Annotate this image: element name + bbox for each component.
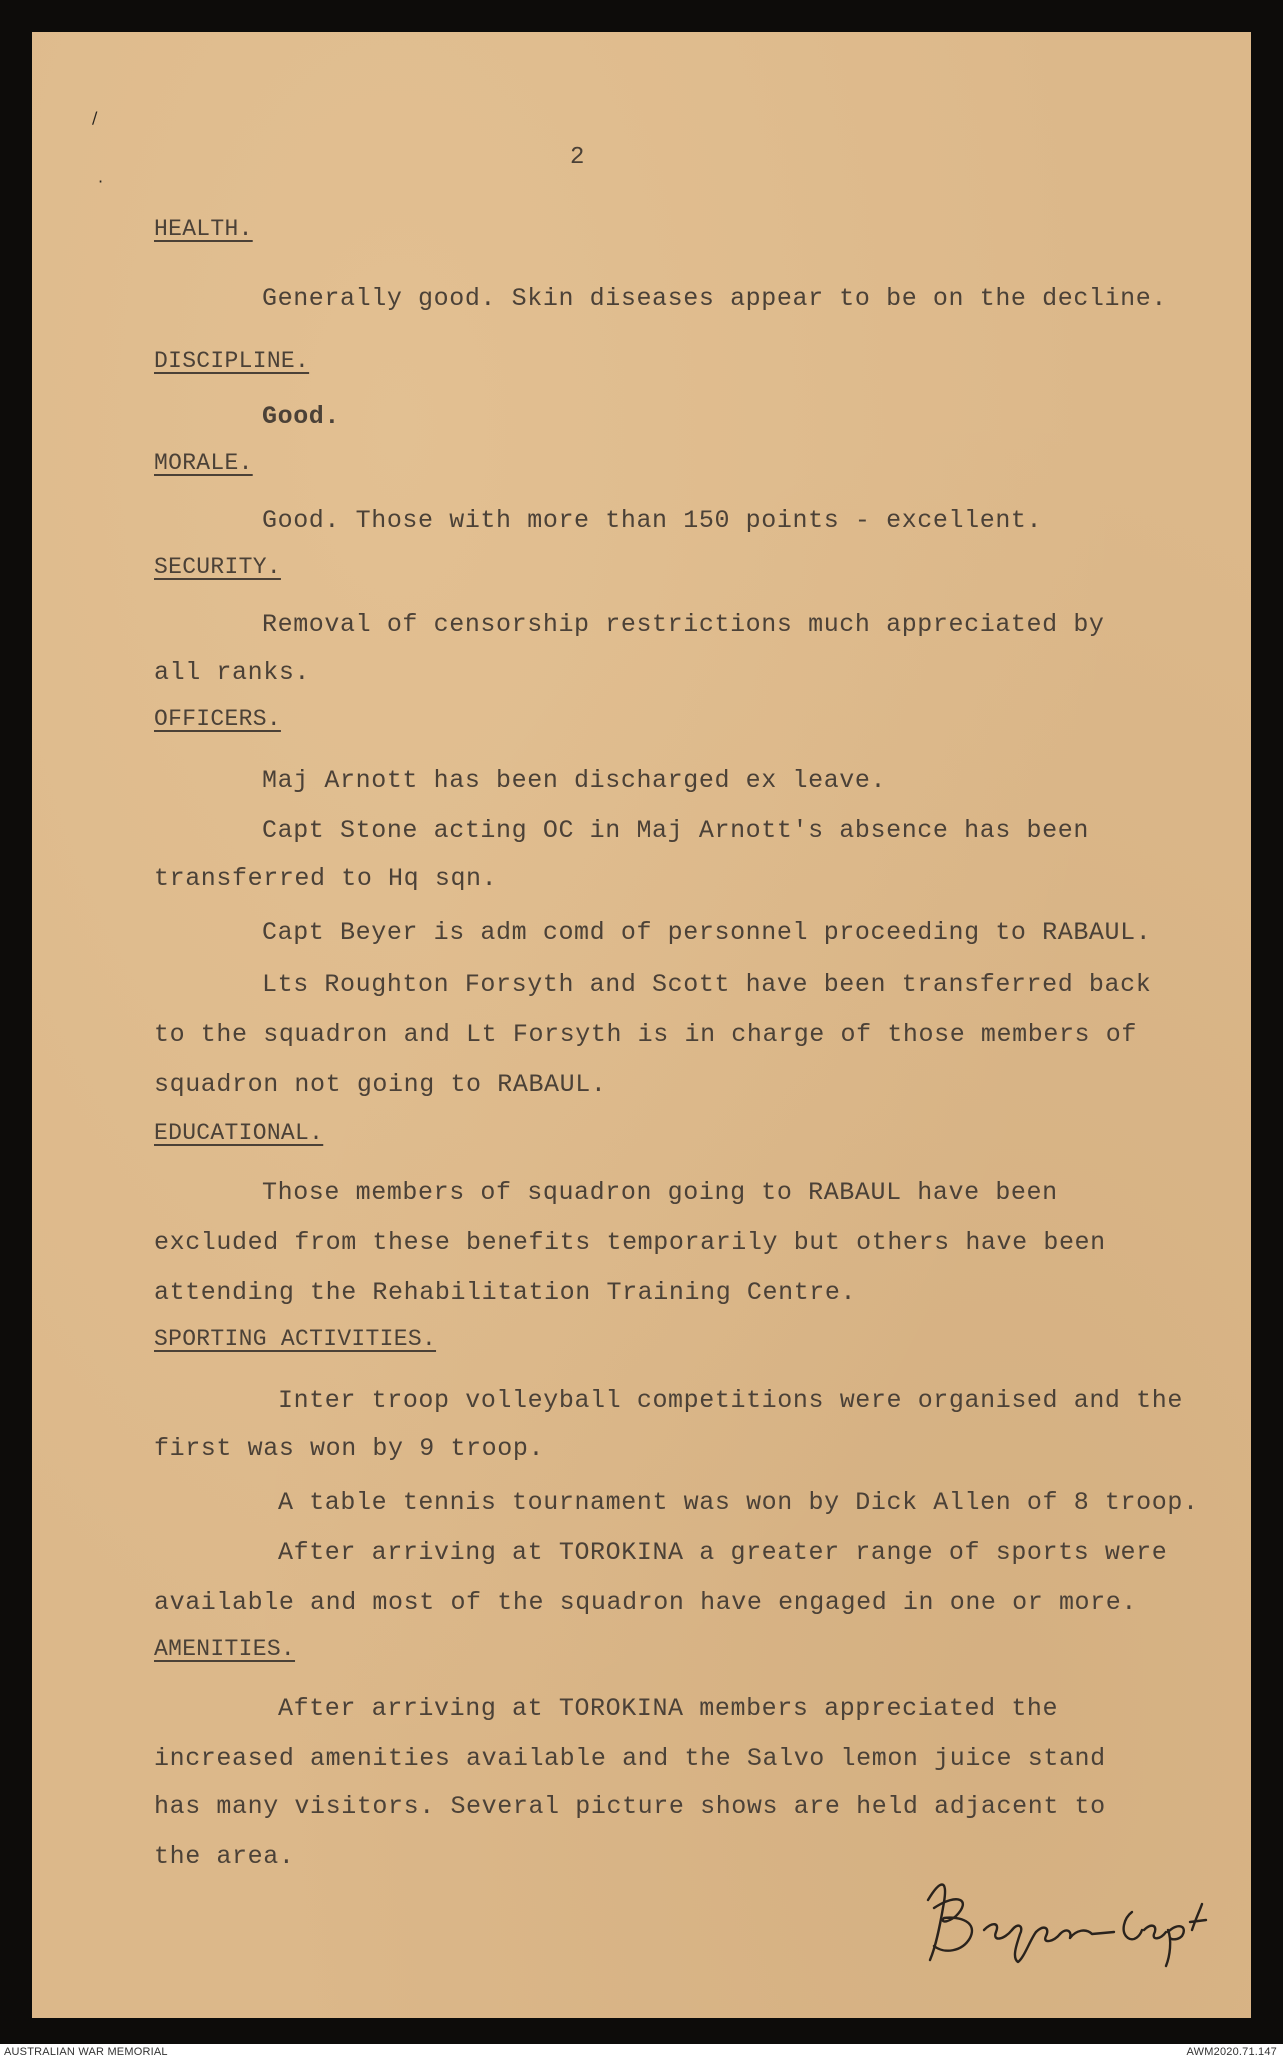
officers-line: Capt Beyer is adm comd of personnel proceeding to RABAUL. — [262, 918, 1152, 947]
page-number: 2 — [570, 144, 586, 171]
officers-line: squadron not going to RABAUL. — [154, 1070, 607, 1099]
amenities-line: After arriving at TOROKINA members appreciated the — [278, 1694, 1059, 1723]
sporting-line: Inter troop volleyball competitions were organised and the — [278, 1386, 1183, 1415]
discipline-line: Good. — [262, 402, 341, 431]
morale-line: Good. Those with more than 150 points - excellent. — [262, 506, 1043, 535]
officers-line: Capt Stone acting OC in Maj Arnott's absence has been — [262, 816, 1089, 845]
educational-line: attending the Rehabilitation Training Centre. — [154, 1278, 857, 1307]
section-heading-security: SECURITY. — [154, 554, 281, 580]
section-heading-amenities: AMENITIES. — [154, 1636, 296, 1662]
handwritten-signature — [900, 1860, 1240, 1970]
section-heading-sporting-activities: SPORTING ACTIVITIES. — [154, 1326, 437, 1352]
section-heading-educational: EDUCATIONAL. — [154, 1120, 324, 1146]
amenities-line: the area. — [154, 1842, 295, 1871]
document-page — [32, 32, 1251, 2018]
section-heading-officers: OFFICERS. — [154, 706, 281, 732]
section-heading-discipline: DISCIPLINE. — [154, 348, 310, 374]
sporting-line: first was won by 9 troop. — [154, 1434, 545, 1463]
security-line: Removal of censorship restrictions much appreciated by — [262, 610, 1105, 639]
margin-tick-mark: / — [92, 108, 98, 127]
educational-line: excluded from these benefits temporarily but others have been — [154, 1228, 1106, 1257]
amenities-line: has many visitors. Several picture shows are held adjacent to — [154, 1792, 1106, 1821]
footer-archive-name: AUSTRALIAN WAR MEMORIAL — [4, 2046, 168, 2058]
section-heading-morale: MORALE. — [154, 450, 253, 476]
officers-line: transferred to Hq sqn. — [154, 864, 498, 893]
educational-line: Those members of squadron going to RABAUL have been — [262, 1178, 1058, 1207]
health-line: Generally good. Skin diseases appear to be on the decline. — [262, 284, 1167, 313]
officers-line: Maj Arnott has been discharged ex leave. — [262, 766, 887, 795]
sporting-line: After arriving at TOROKINA a greater range of sports were — [278, 1538, 1168, 1567]
margin-dot-mark: · — [98, 172, 104, 191]
sporting-line: A table tennis tournament was won by Dick Allen of 8 troop. — [278, 1488, 1199, 1517]
security-line: all ranks. — [154, 658, 311, 687]
section-heading-health: HEALTH. — [154, 216, 253, 242]
sporting-line: available and most of the squadron have engaged in one or more. — [154, 1588, 1137, 1617]
amenities-line: increased amenities available and the Salvo lemon juice stand — [154, 1744, 1106, 1773]
officers-line: Lts Roughton Forsyth and Scott have been transferred back — [262, 970, 1152, 999]
officers-line: to the squadron and Lt Forsyth is in charge of those members of — [154, 1020, 1137, 1049]
footer-accession-number: AWM2020.71.147 — [1186, 2046, 1277, 2058]
